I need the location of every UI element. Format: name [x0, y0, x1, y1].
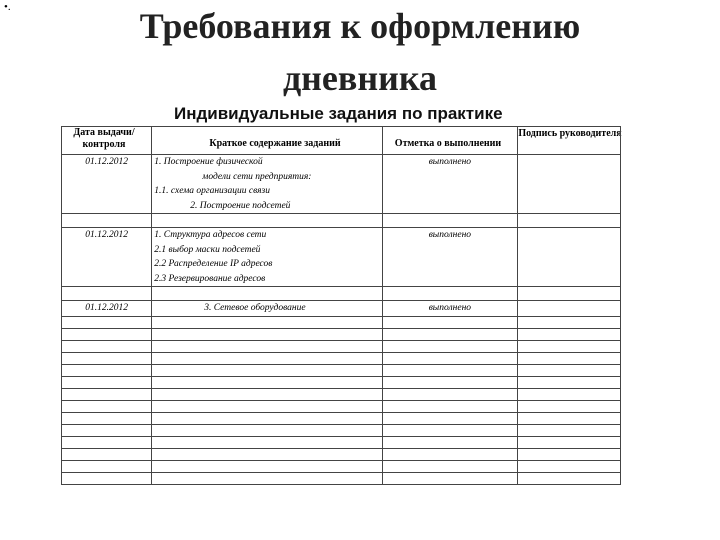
empty-cell: [62, 436, 152, 448]
empty-cell: [152, 364, 383, 376]
task-line: 2.1 выбор маски подсетей: [154, 244, 261, 255]
empty-cell: [517, 340, 620, 352]
header-cell: [517, 127, 620, 155]
empty-cell: [517, 460, 620, 472]
empty-cell: [152, 436, 383, 448]
empty-cell: [517, 328, 620, 340]
empty-cell: [383, 472, 518, 484]
empty-cell: [383, 412, 518, 424]
status-value: выполнено: [428, 157, 472, 167]
empty-row: [62, 460, 621, 472]
empty-cell: [517, 412, 620, 424]
header-content: Краткое содержание заданий: [209, 138, 341, 149]
page-title: [0, 0, 720, 104]
task-line: 2. Построение подсетей: [190, 200, 291, 211]
date-cell: [62, 155, 152, 214]
status-cell: [383, 155, 518, 214]
empty-row: [62, 388, 621, 400]
empty-cell: [62, 316, 152, 328]
empty-cell: [383, 287, 518, 301]
task-row: [62, 228, 621, 287]
header-status: Отметка о выполнении: [394, 138, 502, 149]
header-cell: [62, 127, 152, 155]
empty-row: [62, 472, 621, 484]
empty-cell: [62, 460, 152, 472]
empty-cell: [383, 400, 518, 412]
spacer-row: [62, 287, 621, 301]
empty-cell: [152, 316, 383, 328]
empty-row: [62, 316, 621, 328]
empty-cell: [152, 340, 383, 352]
tasks-table: [61, 126, 621, 485]
empty-cell: [62, 328, 152, 340]
title-line-2: дневника: [282, 58, 438, 98]
content-cell: [152, 301, 383, 317]
empty-cell: [383, 376, 518, 388]
empty-cell: [517, 424, 620, 436]
header-signature: Подпись руководителя: [518, 128, 622, 139]
empty-cell: [383, 460, 518, 472]
empty-cell: [62, 412, 152, 424]
corner-mark: •.: [4, 1, 11, 13]
empty-cell: [62, 364, 152, 376]
content-cell: [152, 155, 383, 214]
date-value: 01.12.2012: [85, 230, 129, 240]
empty-cell: [383, 364, 518, 376]
empty-cell: [62, 287, 152, 301]
empty-cell: [383, 448, 518, 460]
empty-cell: [62, 472, 152, 484]
empty-cell: [152, 472, 383, 484]
empty-cell: [517, 376, 620, 388]
empty-cell: [383, 316, 518, 328]
date-value: 01.12.2012: [85, 303, 129, 313]
empty-row: [62, 352, 621, 364]
empty-cell: [152, 214, 383, 228]
task-line: 3. Сетевое оборудование: [204, 303, 306, 313]
empty-row: [62, 328, 621, 340]
empty-row: [62, 424, 621, 436]
title-line-1: Требования к оформлению: [139, 6, 581, 46]
empty-cell: [62, 424, 152, 436]
task-line: модели сети предприятия:: [202, 171, 312, 182]
empty-cell: [517, 436, 620, 448]
empty-cell: [383, 352, 518, 364]
signature-cell: [517, 155, 620, 214]
empty-cell: [383, 388, 518, 400]
spacer-row: [62, 214, 621, 228]
empty-row: [62, 364, 621, 376]
empty-cell: [152, 424, 383, 436]
empty-cell: [517, 448, 620, 460]
empty-cell: [152, 400, 383, 412]
status-cell: [383, 301, 518, 317]
empty-cell: [383, 436, 518, 448]
empty-cell: [517, 214, 620, 228]
task-row: [62, 301, 621, 317]
empty-cell: [152, 328, 383, 340]
empty-row: [62, 448, 621, 460]
empty-cell: [62, 376, 152, 388]
header-date: Дата выдачи/ контроля: [73, 127, 135, 150]
empty-cell: [383, 424, 518, 436]
empty-row: [62, 436, 621, 448]
empty-cell: [152, 376, 383, 388]
empty-cell: [517, 316, 620, 328]
empty-cell: [62, 340, 152, 352]
status-value: выполнено: [428, 303, 472, 313]
empty-cell: [517, 388, 620, 400]
empty-row: [62, 340, 621, 352]
task-row: [62, 155, 621, 214]
empty-cell: [62, 352, 152, 364]
task-line: 2.3 Резервирование адресов: [154, 273, 266, 284]
table-subtitle: Индивидуальные задания по практике: [174, 104, 503, 123]
task-line: 1.1. схема организации связи: [154, 186, 270, 196]
empty-cell: [62, 400, 152, 412]
empty-cell: [152, 352, 383, 364]
empty-row: [62, 400, 621, 412]
empty-cell: [383, 328, 518, 340]
signature-cell: [517, 301, 620, 317]
empty-cell: [517, 352, 620, 364]
task-line: 1. Структура адресов сети: [154, 230, 267, 240]
empty-cell: [152, 287, 383, 301]
status-value: выполнено: [428, 230, 472, 240]
empty-cell: [383, 340, 518, 352]
empty-cell: [152, 412, 383, 424]
empty-row: [62, 412, 621, 424]
empty-cell: [517, 364, 620, 376]
empty-cell: [62, 388, 152, 400]
date-value: 01.12.2012: [85, 157, 129, 167]
content-cell: [152, 228, 383, 287]
header-cell: [383, 127, 518, 155]
empty-row: [62, 376, 621, 388]
empty-cell: [62, 448, 152, 460]
status-cell: [383, 228, 518, 287]
date-cell: [62, 301, 152, 317]
empty-cell: [152, 460, 383, 472]
empty-cell: [62, 214, 152, 228]
empty-cell: [517, 287, 620, 301]
header-cell: [152, 127, 383, 155]
empty-cell: [383, 214, 518, 228]
empty-cell: [152, 448, 383, 460]
task-line: 1. Построение физической: [154, 157, 263, 167]
empty-cell: [152, 388, 383, 400]
date-cell: [62, 228, 152, 287]
empty-cell: [517, 472, 620, 484]
signature-cell: [517, 228, 620, 287]
empty-cell: [517, 400, 620, 412]
table-header-row: [62, 127, 621, 155]
task-line: 2.2 Распределение IP адресов: [154, 259, 273, 269]
